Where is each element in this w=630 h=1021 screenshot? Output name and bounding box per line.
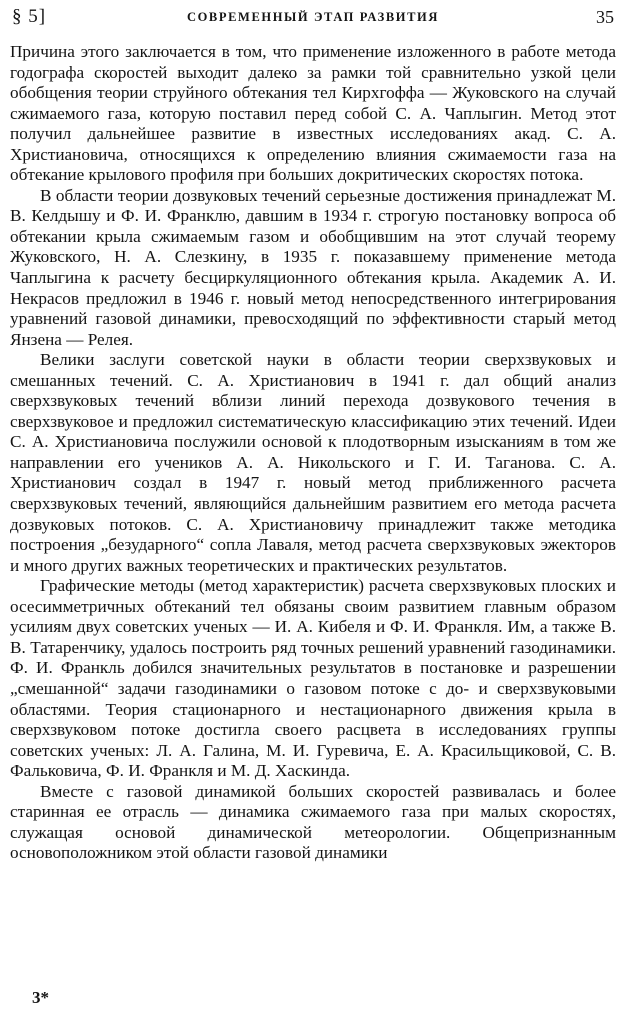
paragraph: Велики заслуги советской науки в области теории сверхзвуковых и смешанных течений. С. А. Христианович в 1941 г. дал общий анализ сверхзвуковых течений вблизи линий перехода дозвукового течения в сверхзвуковое и предложил систематическую классификацию этих течений. Идеи С. А. Христиановича послужили основой к плодотворным изысканиям в том же направлении его учеников А. А. Никольского и Г. И. Таганова. С. А. Христианович создал в 1947 г. новый метод приближенного расчета сверхзвуковых течений, являющийся дальнейшим развитием его метода расчета дозвуковых потоков. С. А. Христиановичу принадлежит также методика построения „безударного“ сопла Лаваля, метод расчета сверхзвуковых эжекторов и много других важных теоретических и практических результатов. (10, 350, 616, 575)
paragraph: Вместе с газовой динамикой больших скоростей развивалась и более старинная ее отрасль — динамика сжимаемого газа при малых скоростях, служащая основой динамической метеорологии. Общепризнанным основоположником этой области газовой динамики (10, 781, 616, 863)
page-number: 35 (596, 7, 614, 27)
paragraph: Причина этого заключается в том, что применение изложенного в работе метода годографа скоростей выходит далеко за рамки той сравнительно узкой цели обобщения теории струйного обтекания тел Кирхгоффа — Жуковского на случай сжимаемого газа, которую поставил перед собой С. А. Чаплыгин. Метод этот получил дальнейшее развитие в известных исследованиях акад. С. А. Христиановича, относящихся к определению влияния сжимаемости газа на обтекание крылового профиля при больших докритических скоростях потока. (10, 42, 616, 185)
page-body (10, 42, 616, 864)
section-marker: § 5] (12, 6, 47, 27)
printer-signature-mark: 3* (32, 988, 49, 1007)
running-title: СОВРЕМЕННЫЙ ЭТАП РАЗВИТИЯ (186, 10, 440, 24)
running-header (10, 0, 616, 34)
paragraph: В области теории дозвуковых течений серьезные достижения принадлежат М. В. Келдышу и Ф. И. Франклю, давшим в 1934 г. строгую постановку вопроса об обтекании крыла сжимаемым газом и обобщившим на этот случай теорему Жуковского, Н. А. Слезкину, в 1935 г. показавшему применение метода Чаплыгина к расчету бесциркуляционного обтекания крыла. Академик А. И. Некрасов предложил в 1946 г. новый метод непосредственного интегрирования уравнений газовой динамики, превосходящий по эффективности старый метод Янзена — Релея. (10, 185, 616, 349)
book-page (10, 0, 616, 1021)
paragraph: Графические методы (метод характеристик) расчета сверхзвуковых плоских и осесимметричных обтеканий тел обязаны своим развитием главным образом усилиям двух советских ученых — И. А. Кибеля и Ф. И. Франкля. Им, а также В. В. Татаренчику, удалось построить ряд точных решений уравнений газодинамики. Ф. И. Франкль добился значительных результатов в постановке и разрешении „смешанной“ задачи газодинамики о газовом потоке с до- и сверхзвуковыми областями. Теория стационарного и нестационарного движения крыла в сверхзвуковом потоке достигла своего расцвета в исследованиях группы советских ученых: Л. А. Галина, М. И. Гуревича, Е. А. Красильщиковой, С. В. Фальковича, Ф. И. Франкля и М. Д. Хаскинда. (10, 576, 616, 781)
